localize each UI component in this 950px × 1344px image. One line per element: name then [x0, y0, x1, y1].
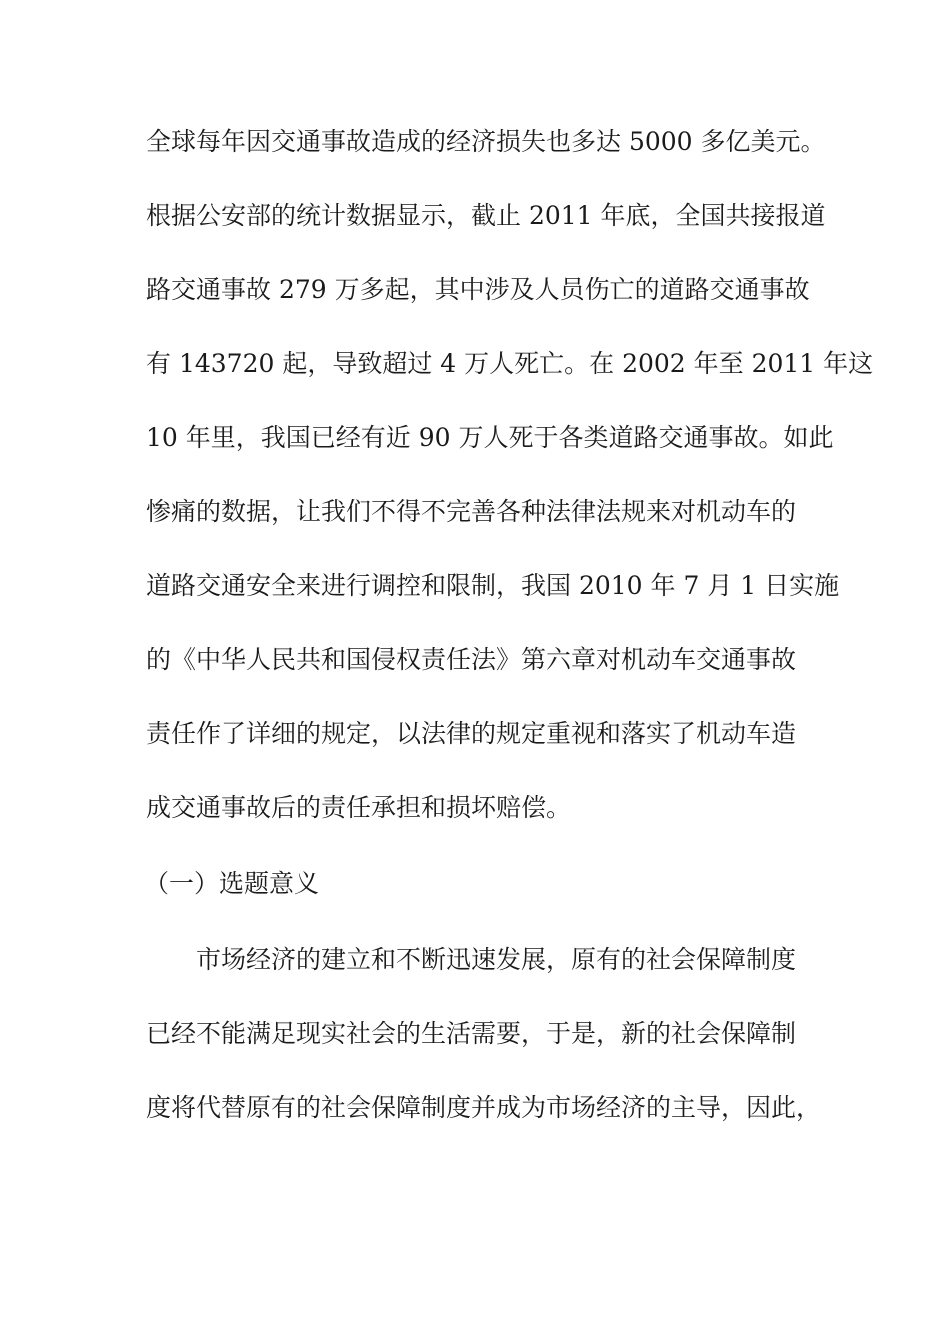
section-heading: （一）选题意义: [144, 869, 320, 898]
paragraph-1-line-8: 的《中华人民共和国侵权责任法》第六章对机动车交通事故: [146, 645, 797, 674]
paragraph-1-line-1: 全球每年因交通事故造成的经济损失也多达 5000 多亿美元。: [146, 127, 826, 156]
paragraph-1-line-10: 成交通事故后的责任承担和损坏赔偿。: [146, 793, 572, 822]
paragraph-1-line-7: 道路交通安全来进行调控和限制，我国 2010 年 7 月 1 日实施: [146, 571, 840, 600]
paragraph-2-line-3: 度将代替原有的社会保障制度并成为市场经济的主导，因此，: [146, 1093, 822, 1122]
paragraph-2-line-2: 已经不能满足现实社会的生活需要，于是，新的社会保障制: [146, 1019, 797, 1048]
paragraph-1-line-9: 责任作了详细的规定，以法律的规定重视和落实了机动车造: [146, 719, 797, 748]
paragraph-1-line-6: 惨痛的数据，让我们不得不完善各种法律法规来对机动车的: [146, 497, 797, 526]
paragraph-2-line-1: 市场经济的建立和不断迅速发展，原有的社会保障制度: [196, 945, 797, 974]
paragraph-1-line-5: 10 年里，我国已经有近 90 万人死于各类道路交通事故。如此: [146, 423, 834, 452]
paragraph-1-line-3: 路交通事故 279 万多起，其中涉及人员伤亡的道路交通事故: [146, 275, 810, 304]
paragraph-1-line-4: 有 143720 起，导致超过 4 万人死亡。在 2002 年至 2011 年这: [146, 349, 874, 378]
paragraph-1-line-2: 根据公安部的统计数据显示，截止 2011 年底，全国共接报道: [146, 201, 826, 230]
